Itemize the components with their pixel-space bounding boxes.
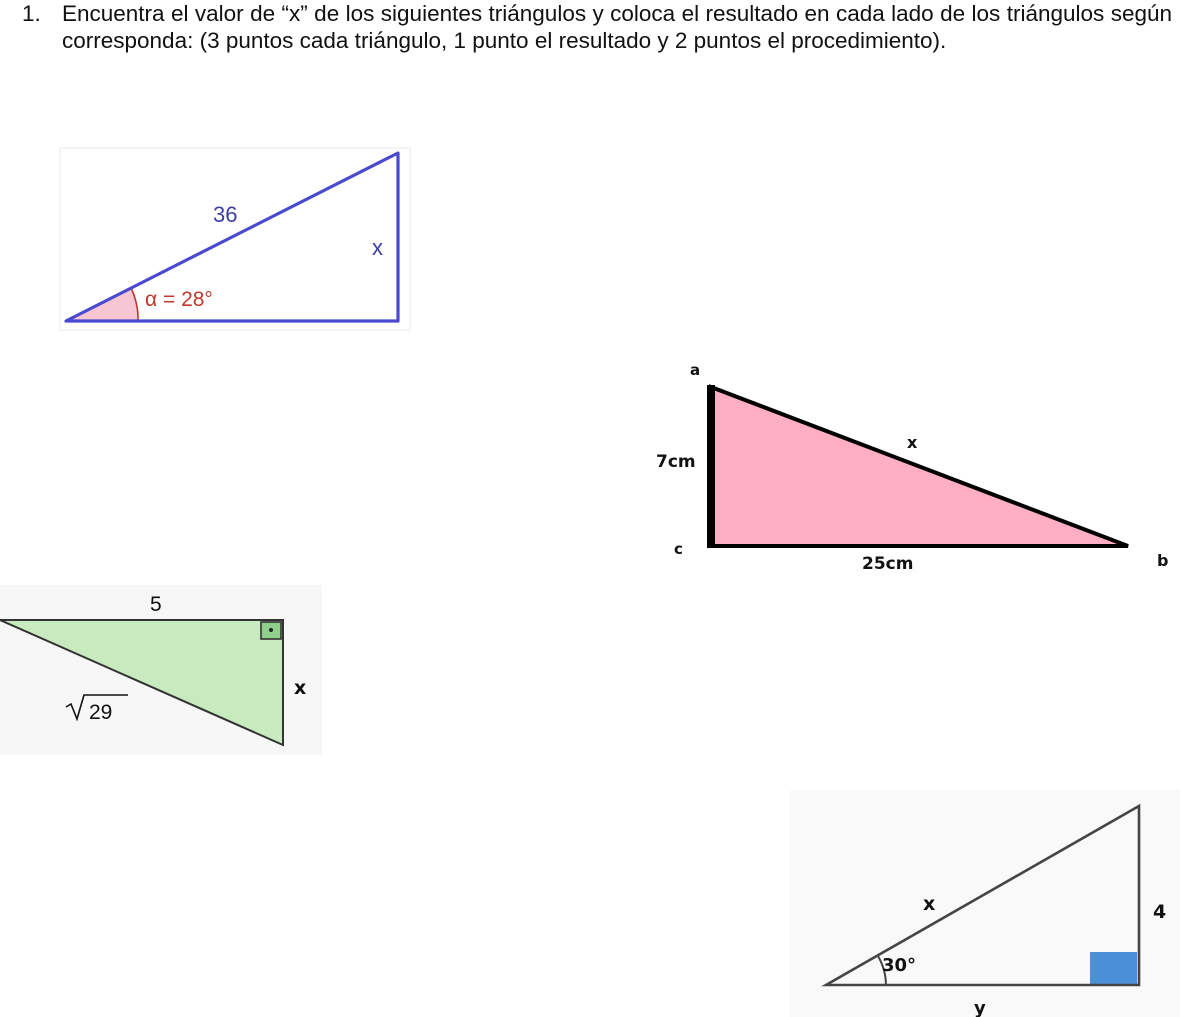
vertex-b-label: b (1157, 551, 1169, 570)
right-side-label: x (294, 677, 307, 699)
angle-label: α = 28° (145, 288, 213, 311)
hypotenuse-label: 36 (213, 202, 238, 227)
question-number: 1. (22, 1, 41, 26)
vertex-a-label: a (690, 361, 701, 379)
side-ab-label: x (907, 433, 918, 452)
triangle-3-figure (0, 585, 330, 755)
right-angle-dot (269, 628, 273, 632)
hypotenuse-radicand-label: 29 (89, 701, 113, 724)
triangle-2-figure (650, 355, 1180, 580)
triangle-4-figure (790, 790, 1180, 1017)
question-text: Encuentra el valor de “x” de los siguientes triángulos y coloca el resultado en cada lado de los triángulos según corresponda: (3 puntos cada triángulo, 1 punto el resultado y 2 puntos el procedimiento). (62, 1, 1172, 53)
hypotenuse-x-label: x (923, 893, 936, 915)
side-ac-label: 7cm (656, 452, 696, 472)
right-side-4-label: 4 (1153, 901, 1167, 923)
angle-30-label: 30° (882, 955, 917, 976)
vertex-c-label: c (674, 540, 683, 558)
bottom-y-label: y (974, 998, 986, 1017)
question-1 (22, 0, 1172, 54)
triangle-1-figure (60, 148, 410, 330)
opposite-label: x (372, 235, 383, 260)
triangle-2 (711, 387, 1128, 546)
top-side-label: 5 (150, 593, 162, 616)
right-angle-square (1090, 952, 1137, 986)
side-cb-label: 25cm (862, 554, 914, 574)
